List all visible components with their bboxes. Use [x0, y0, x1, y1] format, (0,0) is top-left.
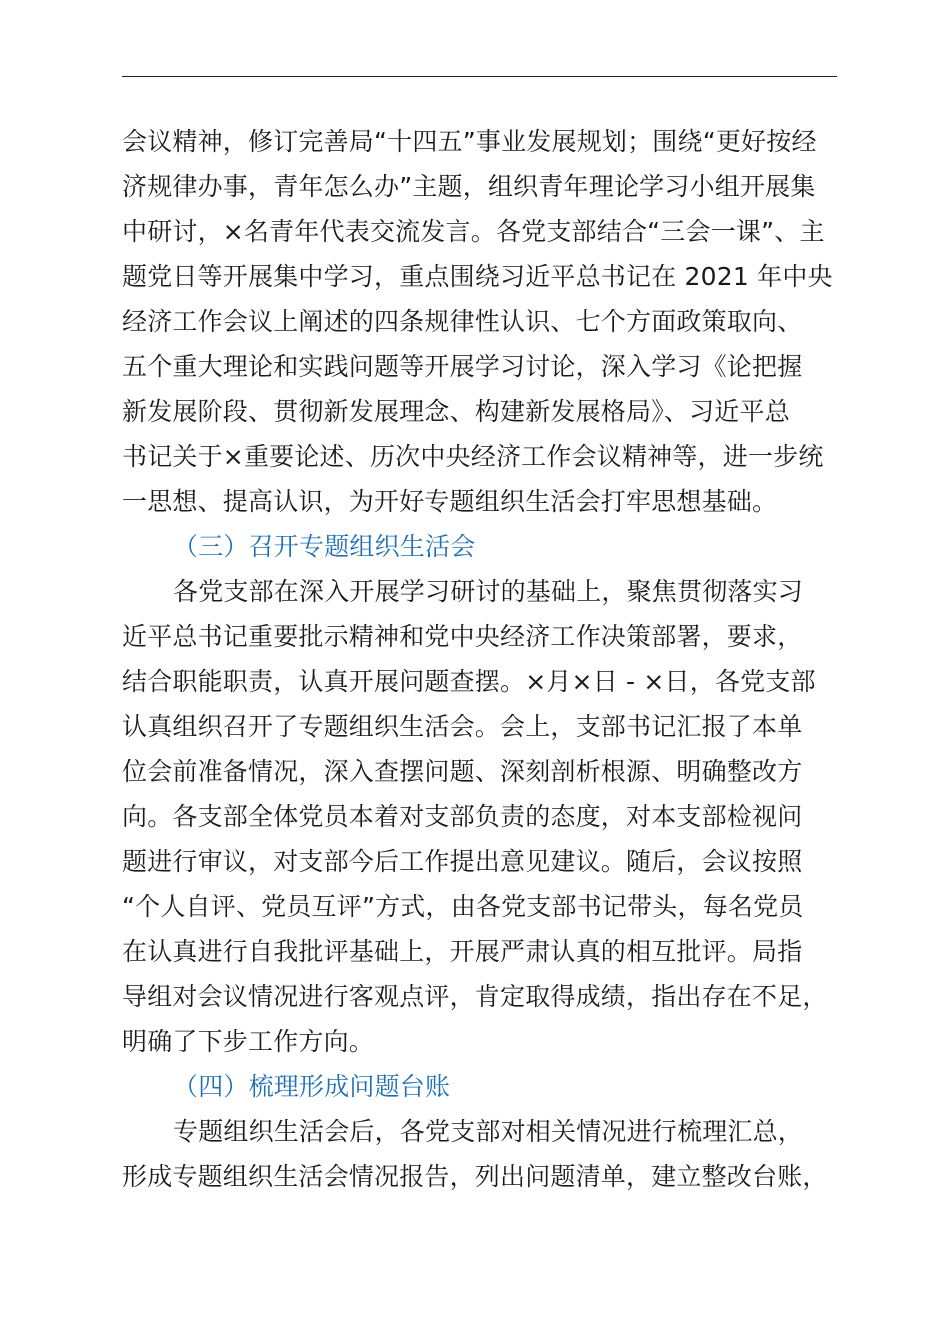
section-heading-3: （三）召开专题组织生活会: [173, 532, 476, 561]
section-heading-4: （四）梳理形成问题台账: [173, 1072, 451, 1101]
text-line: 各党支部在深入开展学习研讨的基础上，聚焦贯彻落实习: [173, 577, 804, 606]
text-line: “个人自评、党员互评”方式，由各党支部书记带头，每名党员: [122, 892, 804, 921]
text-line: 结合职能职责，认真开展问题查摆。×月×日 - ×日，各党支部: [122, 667, 816, 696]
text-line: 近平总书记重要批示精神和党中央经济工作决策部署，要求，: [122, 622, 803, 651]
paragraph-study-continued: [122, 119, 862, 524]
text-line: 形成专题组织生活会情况报告，列出问题清单，建立整改台账，: [122, 1162, 828, 1191]
header-rule: [122, 76, 837, 77]
text-line: 题进行审议，对支部今后工作提出意见建议。随后，会议按照: [122, 847, 803, 876]
text-line: 导组对会议情况进行客观点评，肯定取得成绩，指出存在不足，: [122, 982, 828, 1011]
text-line: 明确了下步工作方向。: [122, 1027, 375, 1056]
page-body: [122, 119, 862, 1199]
text-line: 经济工作会议上阐述的四条规律性认识、七个方面政策取向、: [122, 307, 803, 336]
text-line: 在认真进行自我批评基础上，开展严肃认真的相互批评。局指: [122, 937, 803, 966]
text-line: 五个重大理论和实践问题等开展学习讨论，深入学习《论把握: [122, 352, 803, 381]
text-line: 认真组织召开了专题组织生活会。会上，支部书记汇报了本单: [122, 712, 803, 741]
text-line: 会议精神，修订完善局“十四五”事业发展规划；围绕“更好按经: [122, 127, 817, 156]
text-line: 位会前准备情况，深入查摆问题、深刻剖析根源、明确整改方: [122, 757, 803, 786]
paragraph-problem-ledger: [122, 1109, 862, 1199]
text-line: 向。各支部全体党员本着对支部负责的态度，对本支部检视问: [122, 802, 803, 831]
text-line: 书记关于×重要论述、历次中央经济工作会议精神等，进一步统: [122, 442, 824, 471]
text-line: 济规律办事，青年怎么办”主题，组织青年理论学习小组开展集: [122, 172, 816, 201]
text-line: 中研讨，×名青年代表交流发言。各党支部结合“三会一课”、主: [122, 217, 825, 246]
text-line: 题党日等开展集中学习，重点围绕习近平总书记在 2021 年中央: [122, 262, 833, 291]
text-line: 一思想、提高认识，为开好专题组织生活会打牢思想基础。: [122, 487, 778, 516]
text-line: 专题组织生活会后，各党支部对相关情况进行梳理汇总，: [173, 1117, 804, 1146]
text-line: 新发展阶段、贯彻新发展理念、构建新发展格局》、习近平总: [122, 397, 790, 426]
paragraph-organizational-meeting: [122, 569, 862, 1064]
